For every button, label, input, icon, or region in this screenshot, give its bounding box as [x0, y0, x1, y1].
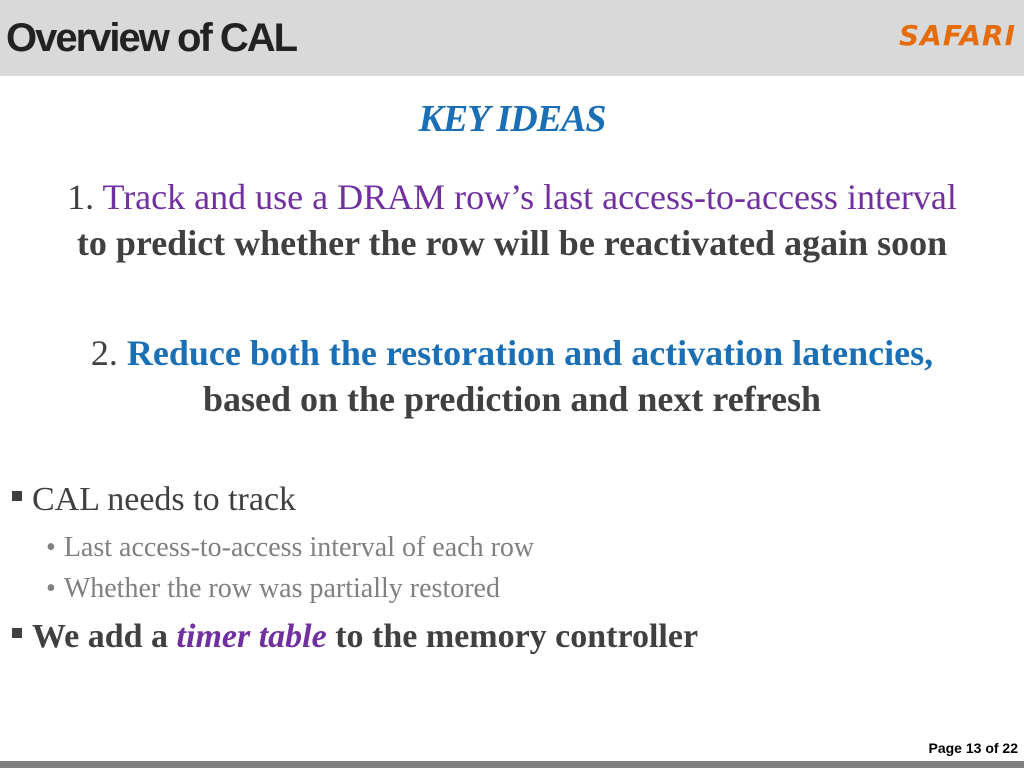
bullet-2-prefix: We add a [32, 618, 169, 655]
idea-1-text: to predict whether the row will be reactivated again soon [76, 223, 948, 263]
key-idea-1 [0, 174, 1024, 266]
page-number: Page 13 of 22 [928, 740, 1018, 756]
idea-2-highlight: Reduce both the restoration and activation latencies, [126, 333, 934, 373]
bullet-cal-needs [12, 478, 296, 522]
sub-bullet-2 [46, 571, 500, 607]
key-ideas-heading: KEY IDEAS [418, 98, 606, 140]
slide-header [0, 0, 1024, 76]
bullet-2-suffix: to the memory controller [335, 618, 699, 655]
safari-logo: SAFARI [898, 19, 1016, 52]
key-idea-2 [0, 330, 1024, 422]
square-bullet-icon [12, 491, 22, 501]
idea-1-number: 1. [67, 177, 95, 217]
idea-1-highlight: Track and use a DRAM row’s last access-to-access interval [102, 177, 957, 217]
idea-2-text: based on the prediction and next refresh [202, 379, 822, 419]
bullet-2-emphasis: timer table [176, 618, 327, 655]
slide-title: Overview of CAL [6, 16, 297, 60]
dot-bullet-icon: • [46, 573, 56, 604]
bullet-1-text: CAL needs to track [32, 481, 297, 518]
sub-bullet-2-text: Whether the row was partially restored [63, 573, 500, 604]
idea-2-number: 2. [90, 333, 118, 373]
dot-bullet-icon: • [46, 532, 56, 563]
square-bullet-icon [12, 628, 22, 638]
footer-bar [0, 761, 1024, 768]
sub-bullet-1-text: Last access-to-access interval of each row [63, 532, 535, 563]
bullet-timer-table [12, 615, 698, 659]
sub-bullet-1 [46, 530, 534, 566]
